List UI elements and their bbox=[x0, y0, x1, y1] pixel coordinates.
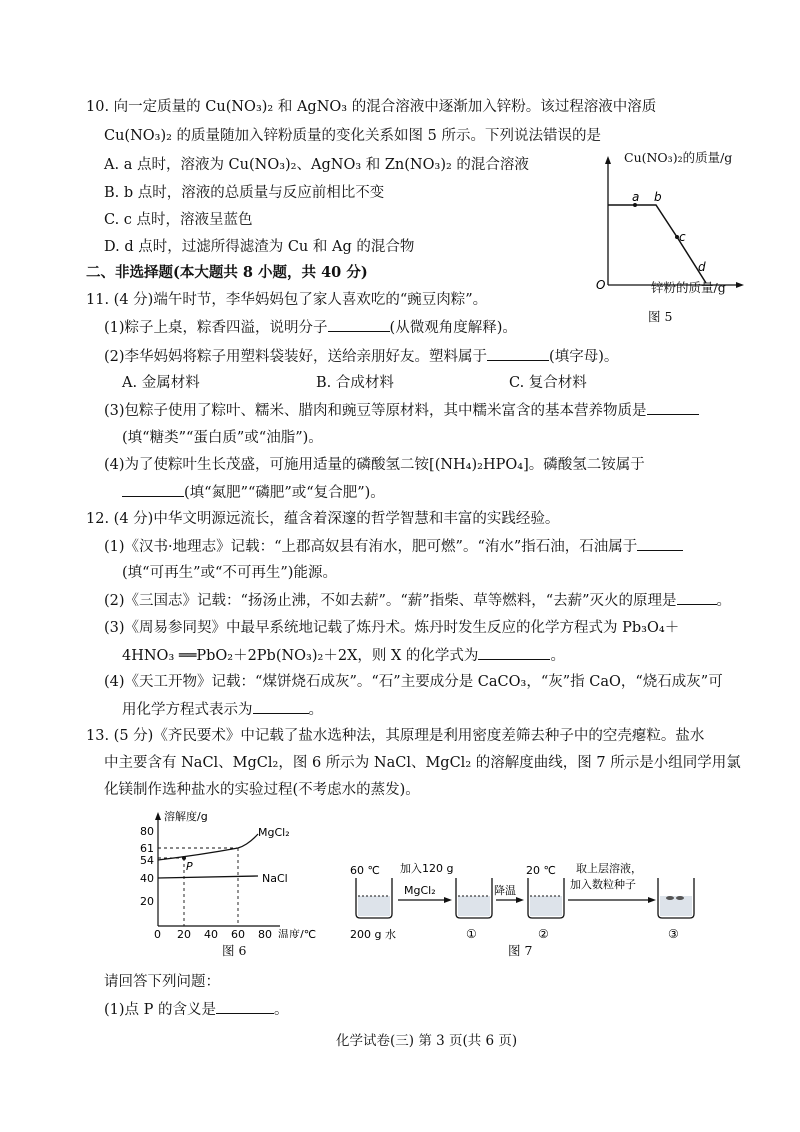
q10-option-c: C. c 点时，溶液呈蓝色 bbox=[104, 212, 253, 228]
fig7-label-3: ③ bbox=[668, 927, 679, 941]
fig6-xtick-80: 80 bbox=[258, 928, 272, 938]
q12-part1-blank bbox=[637, 536, 683, 551]
fig7-beaker-3 bbox=[658, 878, 694, 918]
fig6-ytick-61: 61 bbox=[140, 842, 154, 855]
q12-part2-blank bbox=[677, 590, 717, 605]
fig7-beaker-1 bbox=[456, 878, 492, 918]
q11-stem: 11. (4 分)端午时节，李华妈妈包了家人喜欢吃的“豌豆肉粽”。 bbox=[86, 292, 488, 308]
fig7-arrow-2-head bbox=[516, 897, 524, 903]
q11-part1-blank bbox=[328, 317, 390, 332]
fig5-curve bbox=[608, 205, 706, 283]
fig7-step2-action-1: 取上层溶液， bbox=[576, 862, 642, 875]
fig6-series-nacl: NaCl bbox=[262, 872, 288, 885]
q12-stem: 12. (4 分)中华文明源远流长，蕴含着深邃的哲学智慧和丰富的实践经验。 bbox=[86, 511, 560, 527]
q12-part4-line2 bbox=[122, 699, 323, 720]
q10-stem-line1: 10. 向一定质量的 Cu(NO₃)₂ 和 AgNO₃ 的混合溶液中逐渐加入锌粉。该过程溶液中溶质 bbox=[86, 99, 657, 115]
fig6-ytick-20: 20 bbox=[140, 895, 154, 908]
q12-part4-text-b: 用化学方程式表示为 bbox=[122, 702, 253, 718]
fig5-caption: 图 5 bbox=[648, 309, 673, 324]
fig7-beaker-0 bbox=[356, 878, 392, 918]
fig7-label-1: ① bbox=[466, 927, 477, 941]
q11-part4-line1: (4)为了使粽叶生长茂盛，可施用适量的磷酸氢二铵[(NH₄)₂HPO₄]。磷酸氢二铵属于 bbox=[104, 457, 645, 473]
q11-part4-blank bbox=[122, 482, 184, 497]
q11-part1 bbox=[104, 317, 517, 338]
q13-part1-blank bbox=[216, 999, 274, 1014]
fig6-y-arrow bbox=[155, 812, 161, 820]
q12-part3-text-b: 4HNO₃ ══PbO₂＋2Pb(NO₃)₂＋2X，则 X 的化学式为 bbox=[122, 648, 479, 664]
fig6-point-p: P bbox=[186, 860, 193, 873]
q11-part3-blank bbox=[647, 400, 699, 415]
fig7-step2-temp: 20 ℃ bbox=[526, 864, 556, 877]
q12-part2 bbox=[104, 590, 731, 611]
fig6-xtick-40: 40 bbox=[204, 928, 218, 938]
q11-option-c: C. 复合材料 bbox=[509, 375, 587, 391]
q13-part1-text-a: (1)点 P 的含义是 bbox=[104, 1002, 217, 1018]
q11-part4-line2 bbox=[122, 482, 385, 503]
q11-part1-text-b: (从微观角度解释)。 bbox=[389, 320, 517, 336]
fig6-xtick-20: 20 bbox=[177, 928, 191, 938]
q11-part2-text-a: (2)李华妈妈将粽子用塑料袋装好，送给亲朋好友。塑料属于 bbox=[104, 349, 488, 365]
q13-stem-line1: 13. (5 分)《齐民要术》中记载了盐水选种法，其原理是利用密度差筛去种子中的空壳瘪粒。盐水 bbox=[86, 728, 705, 744]
fig7-step0-add: 加入120 g bbox=[400, 862, 454, 875]
fig7-caption: 图 7 bbox=[508, 943, 533, 958]
fig5-x-arrow bbox=[736, 282, 744, 288]
fig6-xtick-0: 0 bbox=[154, 928, 161, 938]
fig6-xtick-60: 60 bbox=[231, 928, 245, 938]
fig7-arrow-3-head bbox=[648, 897, 656, 903]
fig6-ytick-40: 40 bbox=[140, 872, 154, 885]
fig7-seed-2 bbox=[676, 896, 684, 900]
fig5-point-c: c bbox=[679, 230, 686, 244]
q13-answer-prompt: 请回答下列问题： bbox=[104, 974, 220, 990]
q12-part3-text-c: 。 bbox=[550, 648, 565, 664]
q11-part3-line1 bbox=[104, 400, 699, 421]
fig6-ytick-80: 80 bbox=[140, 825, 154, 838]
figure-5-graph bbox=[588, 150, 758, 330]
fig5-point-b: b bbox=[654, 190, 662, 204]
fig7-step1-action: 降温 bbox=[494, 884, 516, 897]
page-footer: 化学试卷(三) 第 3 页(共 6 页) bbox=[336, 1033, 518, 1049]
fig7-step0-reagent: MgCl₂ bbox=[404, 884, 436, 897]
fig5-point-d: d bbox=[698, 260, 706, 274]
figure-7-process bbox=[350, 858, 710, 948]
fig6-x-label: 温度/℃ bbox=[278, 928, 317, 938]
fig5-origin: O bbox=[596, 278, 606, 292]
q11-part2-blank bbox=[487, 346, 549, 361]
q13-part1 bbox=[104, 999, 289, 1020]
q11-part2-text-b: (填字母)。 bbox=[549, 349, 619, 365]
q12-part3-line1: (3)《周易参同契》中最早系统地记载了炼丹术。炼丹时发生反应的化学方程式为 Pb₃O₄＋ bbox=[104, 620, 680, 636]
fig7-step2-action-2: 加入数粒种子 bbox=[570, 878, 636, 891]
q12-part1-line1 bbox=[104, 536, 683, 557]
q12-part2-text-b: 。 bbox=[716, 593, 732, 609]
q11-option-a: A. 金属材料 bbox=[122, 375, 200, 391]
q12-part2-text-a: (2)《三国志》记载：“扬汤止沸，不如去薪”。“薪”指柴、草等燃料，“去薪”灭火的原理是 bbox=[104, 593, 677, 609]
fig5-point-a: a bbox=[632, 190, 640, 204]
q12-part1-line2: (填“可再生”或“不可再生”)能源。 bbox=[122, 565, 337, 581]
q13-stem-line2: 中主要含有 NaCl、MgCl₂，图 6 所示为 NaCl、MgCl₂ 的溶解度曲线，图 7 所示是小组同学用氯 bbox=[104, 755, 741, 771]
q11-part1-text-a: (1)粽子上桌，粽香四溢，说明分子 bbox=[104, 320, 328, 336]
fig7-step0-temp: 60 ℃ bbox=[350, 864, 380, 877]
q13-stem-line3: 化镁制作选种盐水的实验过程(不考虑水的蒸发)。 bbox=[104, 782, 420, 798]
fig5-x-label: 锌粉的质量/g bbox=[651, 280, 726, 295]
fig5-y-label: Cu(NO₃)₂的质量/g bbox=[624, 150, 733, 165]
fig5-y-arrow bbox=[605, 156, 611, 164]
q12-part3-blank bbox=[478, 645, 550, 660]
q11-part3-line2: (填“糖类”“蛋白质”或“油脂”)。 bbox=[122, 430, 323, 446]
q11-part4-text-b: (填“氮肥”“磷肥”或“复合肥”)。 bbox=[184, 485, 385, 501]
fig7-label-2: ② bbox=[538, 927, 549, 941]
fig6-y-label: 溶解度/g bbox=[164, 810, 208, 823]
q13-part1-text-b: 。 bbox=[274, 1002, 289, 1018]
fig6-mgcl2-curve bbox=[158, 834, 258, 860]
q10-option-a: A. a 点时，溶液为 Cu(NO₃)₂、AgNO₃ 和 Zn(NO₃)₂ 的混合溶液 bbox=[104, 157, 529, 173]
fig7-water: 200 g 水 bbox=[350, 928, 396, 941]
fig6-ytick-54: 54 bbox=[140, 854, 154, 867]
q11-part3-text-a: (3)包粽子使用了粽叶、糯米、腊肉和豌豆等原材料，其中糯米富含的基本营养物质是 bbox=[104, 403, 647, 419]
q10-stem-line2: Cu(NO₃)₂ 的质量随加入锌粉质量的变化关系如图 5 所示。下列说法错误的是 bbox=[104, 128, 601, 144]
q10-option-d: D. d 点时，过滤所得滤渣为 Cu 和 Ag 的混合物 bbox=[104, 239, 415, 255]
fig7-arrow-1-head bbox=[444, 897, 452, 903]
q12-part1-text-a: (1)《汉书·地理志》记载：“上郡高奴县有洧水，肥可燃”。“洧水”指石油，石油属于 bbox=[104, 539, 638, 555]
fig6-series-mgcl2: MgCl₂ bbox=[258, 826, 290, 839]
fig7-seed-1 bbox=[666, 896, 674, 900]
q12-part4-blank bbox=[253, 699, 309, 714]
q12-part3-line2 bbox=[122, 645, 565, 666]
figure-6-graph bbox=[130, 808, 340, 938]
q11-part2 bbox=[104, 346, 618, 367]
q12-part4-text-c: 。 bbox=[308, 702, 323, 718]
section-2-title: 二、非选择题(本大题共 8 小题，共 40 分) bbox=[86, 264, 368, 281]
q10-option-b: B. b 点时，溶液的总质量与反应前相比不变 bbox=[104, 185, 385, 201]
fig6-nacl-curve bbox=[158, 876, 258, 878]
q12-part4-line1: (4)《天工开物》记载：“煤饼烧石成灰”。“石”主要成分是 CaCO₃，“灰”指 CaO，“烧石成灰”可 bbox=[104, 674, 723, 690]
fig6-caption: 图 6 bbox=[222, 943, 247, 958]
fig7-beaker-2 bbox=[528, 878, 564, 918]
q11-option-b: B. 合成材料 bbox=[316, 375, 394, 391]
